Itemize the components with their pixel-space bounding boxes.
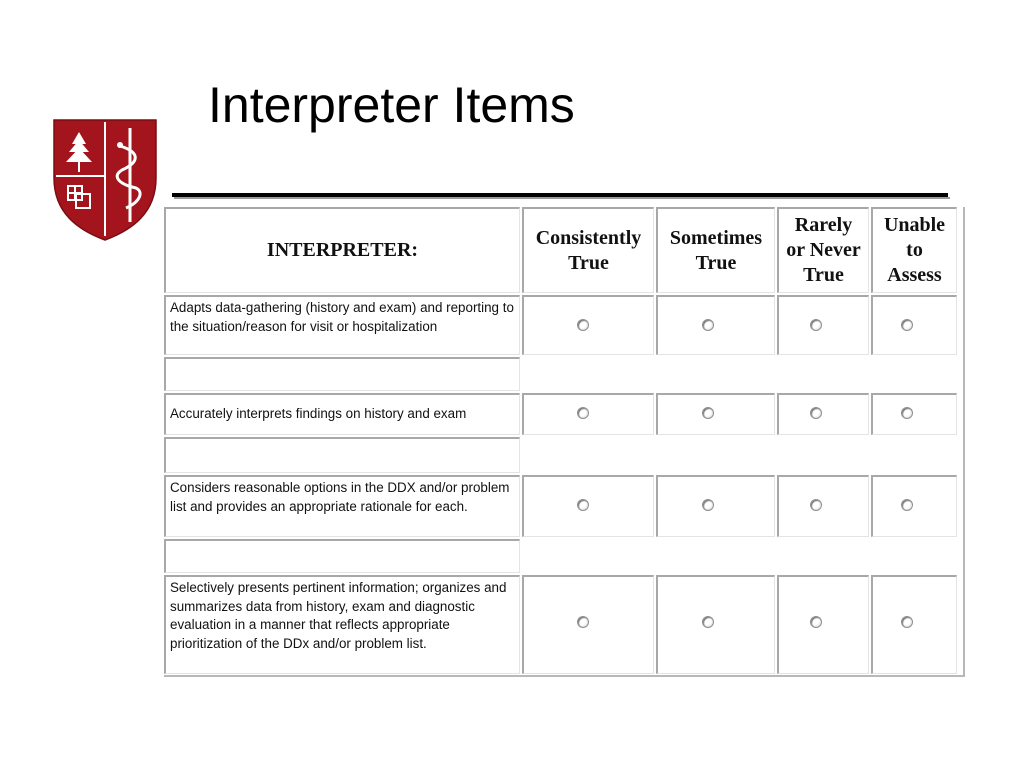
rating-cell (871, 295, 957, 355)
rating-cell (656, 575, 775, 674)
radio-rarely-never-true-4[interactable] (810, 616, 822, 628)
university-shield-logo (52, 118, 158, 242)
rating-cell (777, 295, 869, 355)
radio-sometimes-true-4[interactable] (702, 616, 714, 628)
radio-rarely-never-true-2[interactable] (810, 407, 822, 419)
title-divider-shadow (174, 197, 950, 199)
rating-cell (522, 575, 654, 674)
radio-unable-to-assess-3[interactable] (901, 499, 913, 511)
column-header-sometimes-true: Sometimes True (656, 207, 775, 293)
radio-unable-to-assess-1[interactable] (901, 319, 913, 331)
rating-cell (777, 393, 869, 435)
column-header-consistently-true: Consistently True (522, 207, 654, 293)
rating-cell (522, 393, 654, 435)
item-text-2: Accurately interprets findings on history and exam (164, 393, 520, 435)
radio-consistently-true-1[interactable] (577, 319, 589, 331)
rating-cell (656, 393, 775, 435)
form-header: INTERPRETER: (164, 207, 520, 293)
radio-sometimes-true-1[interactable] (702, 319, 714, 331)
item-text-1: Adapts data-gathering (history and exam) and reporting to the situation/reason for visit or hospitalization (164, 295, 520, 355)
interpreter-form (162, 205, 965, 676)
radio-consistently-true-4[interactable] (577, 616, 589, 628)
rating-cell (871, 475, 957, 537)
rating-cell (656, 475, 775, 537)
item-text-4: Selectively presents pertinent information; organizes and summarizes data from history, exam and diagnostic evaluation in a manner that reflects appropriate prioritization of the DDx and/or problem list. (164, 575, 520, 674)
radio-sometimes-true-3[interactable] (702, 499, 714, 511)
rating-cell (777, 575, 869, 674)
radio-sometimes-true-2[interactable] (702, 407, 714, 419)
rating-cell (522, 475, 654, 537)
radio-rarely-never-true-1[interactable] (810, 319, 822, 331)
radio-consistently-true-3[interactable] (577, 499, 589, 511)
spacer-row (164, 539, 520, 573)
radio-consistently-true-2[interactable] (577, 407, 589, 419)
radio-rarely-never-true-3[interactable] (810, 499, 822, 511)
rating-cell (871, 393, 957, 435)
column-header-unable-to-assess: Unable to Assess (871, 207, 957, 293)
rating-cell (871, 575, 957, 674)
spacer-row (164, 357, 520, 391)
radio-unable-to-assess-4[interactable] (901, 616, 913, 628)
item-text-3: Considers reasonable options in the DDX and/or problem list and provides an appropriate rationale for each. (164, 475, 520, 537)
form-shadow-bottom (164, 675, 965, 677)
radio-unable-to-assess-2[interactable] (901, 407, 913, 419)
form-shadow-right (963, 207, 965, 677)
spacer-row (164, 437, 520, 473)
rating-cell (656, 295, 775, 355)
column-header-rarely-never-true: Rarely or Never True (777, 207, 869, 293)
rating-cell (777, 475, 869, 537)
rating-cell (522, 295, 654, 355)
slide-title: Interpreter Items (208, 77, 575, 133)
